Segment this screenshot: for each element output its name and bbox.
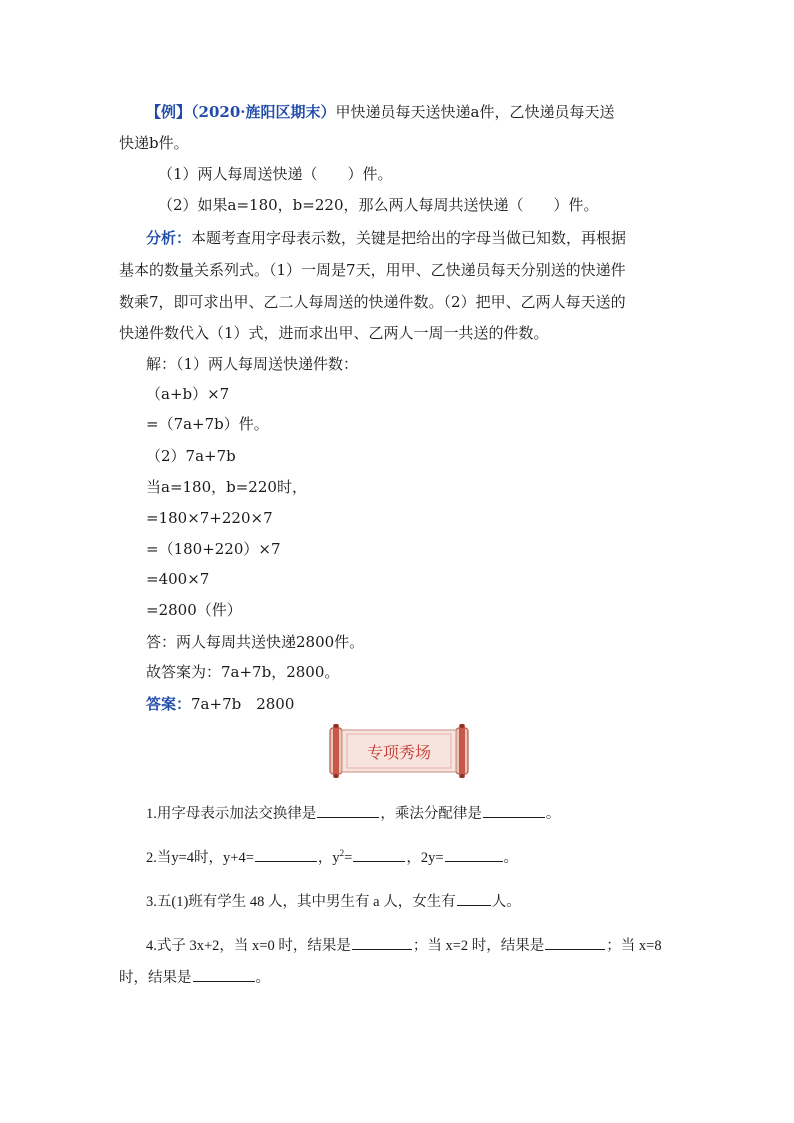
solution-step-3: （2）7a+7b bbox=[146, 447, 236, 465]
solution-step-6: =（180+220）×7 bbox=[146, 540, 281, 558]
example-label: 【例】 bbox=[146, 103, 192, 121]
example-source: （2020·旌阳区期末） bbox=[191, 103, 336, 121]
problem-3-text-a: 3.五(1)班有学生 48 人，其中男生有 a 人，女生有 bbox=[146, 894, 456, 910]
problem-3-text-b: 人。 bbox=[491, 894, 521, 910]
problem-4-text-b: ；当 x=2 时，结果是 bbox=[412, 938, 545, 954]
problem-2-text-d: ，2y= bbox=[406, 850, 444, 866]
analysis-text1: 本题考查用字母表示数，关键是把给出的字母当做已知数，再根据 bbox=[191, 229, 627, 247]
problem-4-line1 bbox=[146, 935, 662, 956]
problem-2-text-e: 。 bbox=[503, 850, 519, 866]
answer-blank[interactable] bbox=[445, 847, 503, 862]
problem-4-text-c: ；当 x=8 bbox=[606, 938, 662, 954]
solution-answer-sentence: 答：两人每周共送快递2800件。 bbox=[146, 633, 365, 651]
problem-2-exponent: 2 bbox=[339, 848, 345, 859]
example-sub-question-1: （1）两人每周送快递（ ）件。 bbox=[158, 165, 393, 183]
answer-line bbox=[146, 694, 294, 714]
section-banner bbox=[328, 722, 470, 780]
analysis-line1 bbox=[146, 228, 626, 248]
analysis-line3: 数乘7，即可求出甲、乙二人每周送的快递件数。（2）把甲、乙两人每天送的 bbox=[119, 293, 626, 311]
answer-blank[interactable] bbox=[193, 967, 255, 982]
problem-2-text-a: 2.当y=4时，y+4= bbox=[146, 850, 254, 866]
solution-step-8: =2800（件） bbox=[146, 601, 242, 619]
problem-4-text-a: 4.式子 3x+2，当 x=0 时，结果是 bbox=[146, 938, 351, 954]
problem-1-text-c: 。 bbox=[545, 806, 561, 822]
banner-title: 专项秀场 bbox=[366, 742, 431, 762]
problem-2-text-b: ，y bbox=[317, 850, 340, 866]
answer-blank[interactable] bbox=[353, 847, 405, 862]
answer-blank[interactable] bbox=[255, 847, 317, 862]
problem-4-text-e: 。 bbox=[255, 970, 270, 986]
example-question-line1 bbox=[146, 102, 614, 122]
solution-step-5: =180×7+220×7 bbox=[146, 509, 273, 527]
example-question-text1: 甲快递员每天送快递a件，乙快递员每天送 bbox=[335, 103, 615, 121]
solution-intro: 解：（1）两人每周送快递件数： bbox=[146, 355, 359, 373]
solution-step-2: =（7a+7b）件。 bbox=[146, 415, 269, 433]
answer-blank[interactable] bbox=[352, 935, 412, 950]
analysis-label: 分析： bbox=[146, 229, 192, 247]
analysis-line2: 基本的数量关系列式。（1）一周是7天，用甲、乙快递员每天分别送的快递件 bbox=[119, 261, 626, 279]
answer-value: 7a+7b 2800 bbox=[191, 695, 295, 713]
answer-blank[interactable] bbox=[545, 935, 605, 950]
problem-2 bbox=[146, 847, 518, 868]
problem-2-text-c: = bbox=[344, 850, 353, 866]
solution-conclusion: 故答案为：7a+7b，2800。 bbox=[146, 663, 340, 681]
problem-1-text-a: 1.用字母表示加法交换律是 bbox=[146, 806, 317, 822]
solution-step-4: 当a=180，b=220时， bbox=[146, 478, 307, 496]
problem-1-text-b: ，乘法分配律是 bbox=[380, 806, 482, 822]
solution-step-7: =400×7 bbox=[146, 570, 210, 588]
answer-blank[interactable] bbox=[457, 891, 491, 906]
answer-blank[interactable] bbox=[483, 803, 545, 818]
problem-4-line2 bbox=[119, 967, 270, 988]
problem-4-text-d: 时，结果是 bbox=[119, 970, 192, 986]
example-sub-question-2: （2）如果a=180，b=220，那么两人每周共送快递（ ）件。 bbox=[158, 196, 599, 214]
solution-step-1: （a+b）×7 bbox=[146, 385, 230, 403]
problem-3 bbox=[146, 891, 521, 912]
answer-label: 答案： bbox=[146, 695, 192, 713]
answer-blank[interactable] bbox=[317, 803, 379, 818]
analysis-line4: 快递件数代入（1）式，进而求出甲、乙两人一周一共送的件数。 bbox=[119, 324, 549, 342]
problem-1 bbox=[146, 803, 560, 824]
example-question-line2: 快递b件。 bbox=[119, 134, 189, 152]
